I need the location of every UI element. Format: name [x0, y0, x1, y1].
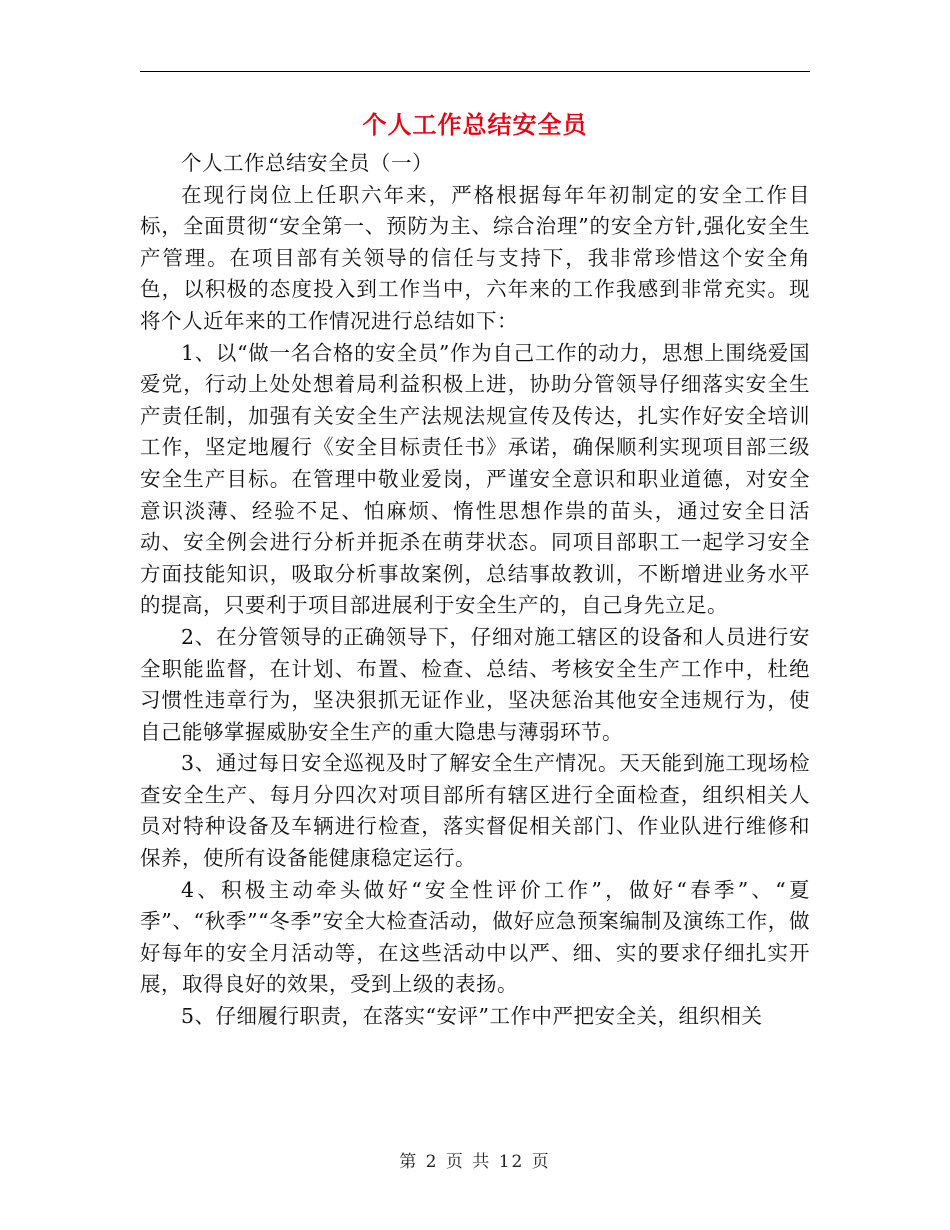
paragraph-item-5: 5、仔细履行职责，在落实“安评”工作中严把安全关，组织相关	[181, 1004, 763, 1029]
page-footer	[0, 1150, 950, 1174]
paragraph-item-2: 2、在分管领导的正确领导下，仔细对施工辖区的设备和人员进行安全职能监督，在计划、布置、检查、总结、考核安全生产工作中，杜绝习惯性违章行为，坚决狠抓无证作业，坚决惩治其他安全违规行为，使自己能够掌握威胁安全生产的重大隐患与薄弱环节。	[140, 624, 810, 744]
section-heading: 个人工作总结安全员（一）	[181, 151, 433, 175]
paragraph-item-3: 3、通过每日安全巡视及时了解安全生产情况。天天能到施工现场检查安全生产、每月分四次对项目部所有辖区进行全面检查，组织相关人员对特种设备及车辆进行检查，落实督促相关部门、作业队进行维修和保养，使所有设备能健康稳定运行。	[140, 751, 810, 871]
paragraph-intro: 在现行岗位上任职六年来，严格根据每年年初制定的安全工作目标，全面贯彻“安全第一、预防为主、综合治理”的安全方针,强化安全生产管理。在项目部有关领导的信任与支持下，我非常珍惜这个安全角色，以积极的态度投入到工作当中，六年来的工作我感到非常充实。现将个人近年来的工作情况进行总结如下：	[140, 182, 810, 333]
total-page-count: 12	[498, 1152, 525, 1172]
current-page-number: 2	[425, 1152, 439, 1172]
paragraph-item-1: 1、以“做一名合格的安全员”作为自己工作的动力，思想上围绕爱国爱党，行动上处处想着局利益积极上进，协助分管领导仔细落实安全生产责任制，加强有关安全生产法规法规宣传及传达，扎实作好安全培训工作，坚定地履行《安全目标责任书》承诺，确保顺利实现项目部三级安全生产目标。在管理中敬业爱岗，严谨安全意识和职业道德，对安全意识淡薄、经验不足、怕麻烦、惰性思想作祟的苗头，通过安全日活动、安全例会进行分析并扼杀在萌芽状态。同项目部职工一起学习安全方面技能知识，吸取分析事故案例，总结事故教训，不断增进业务水平的提高，只要利于项目部进展利于安全生产的，自己身先立足。	[140, 340, 810, 618]
footer-suffix: 页	[531, 1152, 551, 1172]
paragraph-item-4: 4、积极主动牵头做好“安全性评价工作”，做好“春季”、“夏季”、“秋季”“冬季”安全大检查活动，做好应急预案编制及演练工作，做好每年的安全月活动等，在这些活动中以严、细、实的要求仔细扎实开展，取得良好的效果，受到上级的表扬。	[140, 877, 810, 997]
footer-prefix: 第	[399, 1152, 419, 1172]
footer-middle: 页 共	[445, 1152, 492, 1172]
document-title: 个人工作总结安全员	[362, 110, 588, 139]
header-rule	[140, 71, 810, 72]
document-body	[140, 148, 810, 1033]
